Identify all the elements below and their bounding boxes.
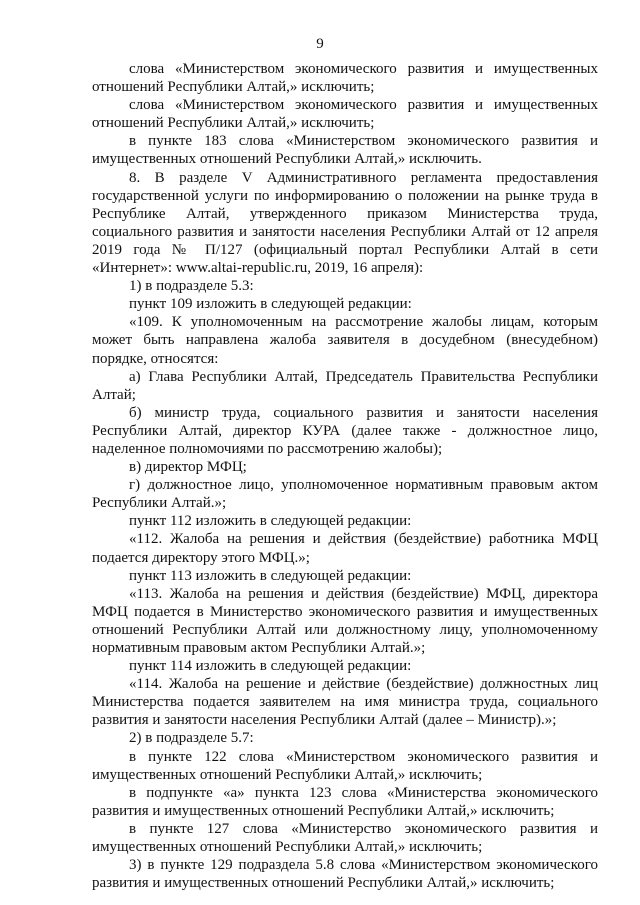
paragraph: слова «Министерством экономического развития и имущественных отношений Республики Алтай,» исключить; (92, 97, 598, 132)
paragraph: слова «Министерством экономического развития и имущественных отношений Республики Алтай,» исключить; (92, 61, 598, 96)
paragraph: «113. Жалоба на решения и действия (бездействие) МФЦ, директора МФЦ подается в Министерство экономического развития и имущественных отношений Республики Алтай или должностному лицу, уполномоченному нормативным правовым актом Республики Алтай.»; (92, 585, 598, 656)
paragraph: в) директор МФЦ; (129, 459, 247, 476)
paragraph: 2) в подразделе 5.7: (129, 730, 254, 747)
paragraph: 1) в подразделе 5.3: (129, 278, 254, 295)
paragraph: а) Глава Республики Алтай, Председатель Правительства Республики Алтай; (92, 368, 598, 403)
paragraph: 3) в пункте 129 подраздела 5.8 слова «Министерством экономического развития и имущественных отношений Республики Алтай,» исключить; (92, 857, 598, 892)
paragraph: б) министр труда, социального развития и занятости населения Республики Алтай, директор КУРА (далее также - должностное лицо, наделенное полномочиями по рассмотрению жалобы); (92, 404, 598, 457)
paragraph: «114. Жалоба на решение и действие (бездействие) должностных лиц Министерства подается заявителем на имя министра труда, социального развития и занятости населения Республики Алтай (далее – Министр).»; (92, 676, 598, 729)
paragraph: в пункте 122 слова «Министерством экономического развития и имущественных отношений Республики Алтай,» исключить; (92, 748, 598, 783)
paragraph: г) должностное лицо, уполномоченное нормативным правовым актом Республики Алтай.»; (92, 477, 598, 512)
paragraph: пункт 109 изложить в следующей редакции: (129, 296, 412, 313)
paragraph: «109. К уполномоченным на рассмотрение жалобы лицам, которым может быть направлена жалоба заявителя в досудебном (внесудебном) порядке, относятся: (92, 314, 598, 367)
paragraph: 8. В разделе V Административного регламента предоставления государственной услуги по информированию о положении на рынке труда в Республике Алтай, утвержденного приказом Министерства труда, социального развития и занятости населения Республики Алтай от 12 апреля 2019 года № П/127 (официальный портал Республики Алтай в сети «Интернет»: www.altai-republic.ru, 2019, 16 апреля): (92, 169, 598, 277)
paragraph: пункт 114 изложить в следующей редакции: (129, 658, 412, 675)
paragraph: в пункте 183 слова «Министерством экономического развития и имущественных отношений Республики Алтай,» исключить. (92, 133, 598, 168)
paragraph: пункт 113 изложить в следующей редакции: (129, 567, 412, 584)
document-body (92, 60, 598, 892)
paragraph: в пункте 127 слова «Министерство экономического развития и имущественных отношений Республики Алтай,» исключить; (92, 820, 598, 856)
paragraph: «112. Жалоба на решения и действия (бездействие) работника МФЦ подается директору этого МФЦ.»; (92, 531, 598, 566)
paragraph: пункт 112 изложить в следующей редакции: (129, 513, 412, 530)
page-number: 9 (316, 36, 324, 52)
paragraph: в подпункте «а» пункта 123 слова «Министерства экономического развития и имущественных отношений Республики Алтай,» исключить; (92, 784, 598, 819)
